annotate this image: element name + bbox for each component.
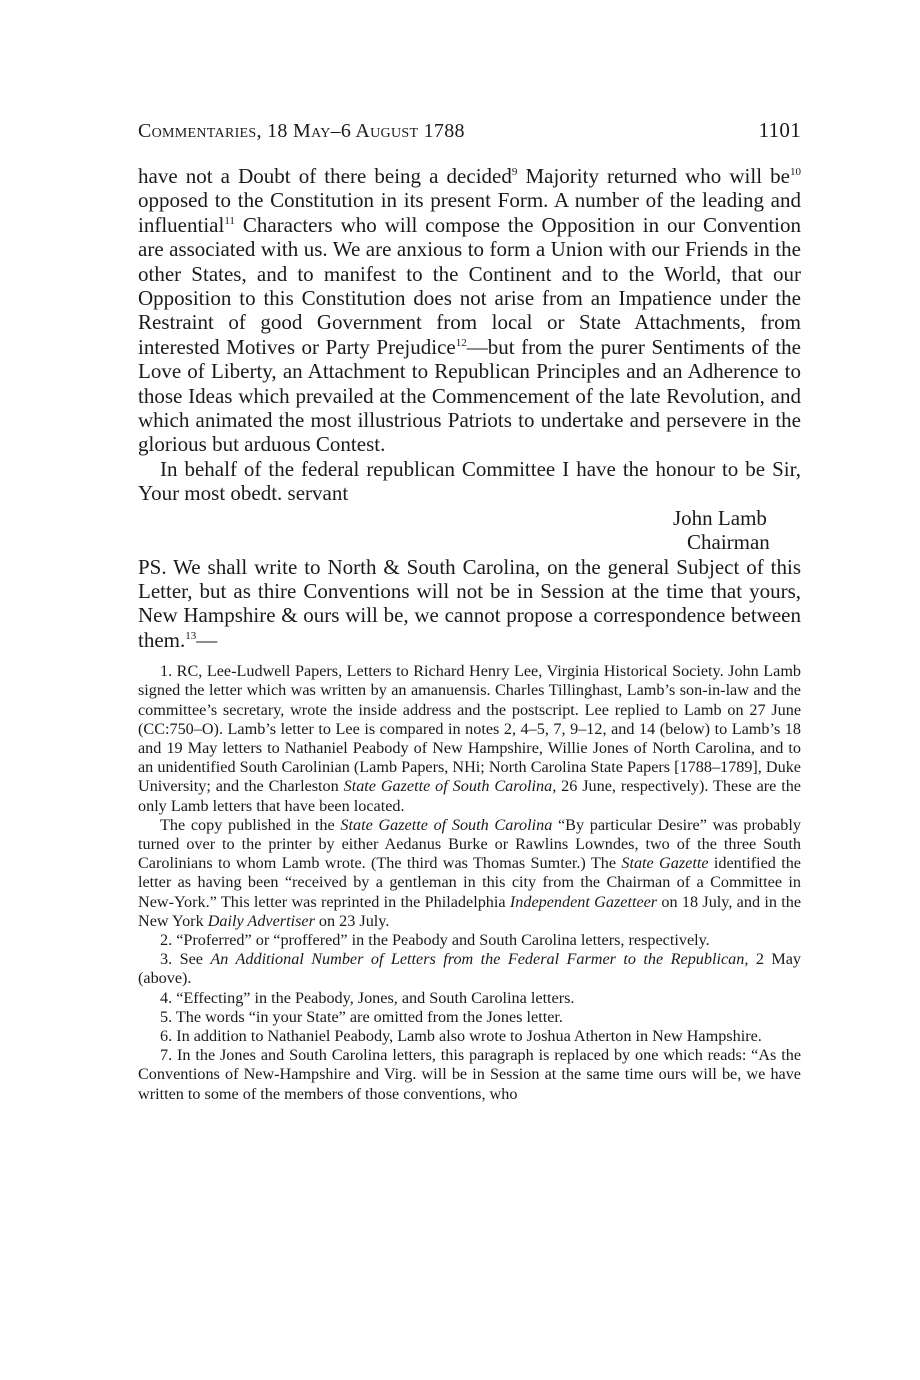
- letter-paragraph-2: In behalf of the federal republican Committee I have the honour to be Sir, Your most obedt. servant: [138, 456, 801, 506]
- text-run: 1. RC, Lee-Ludwell Papers, Letters to Richard Henry Lee, Virginia Historical Society. John Lamb signed the letter which was written by an amanuensis. Charles Tillinghast, Lamb’s son-in-law and the committee’s secretary, wrote the inside address and the postscript. Lee replied to Lamb on 27 June (CC:750–O). Lamb’s letter to Lee is compared in notes 2, 4–5, 7, 9–12, and 14 (below) to Lamb’s 18 and 19 May letters to Nathaniel Peabody of New Hampshire, Willie Jones of North Carolina, and to an unidentified South Carolinian (Lamb Papers, NHi; North Carolina State Papers [1788–1789], Duke University; and the Charleston: [138, 662, 801, 796]
- text-run: opposed to the Constitution in its present Form. A number of the leading and influential: [138, 188, 801, 237]
- footnote-7: 7. In the Jones and South Carolina letters, this paragraph is replaced by one which reads: “As the Conventions of New-Hampshire and Virg. will be in Session at the same time ours will be, we have written to some of the members of those conventions, who: [138, 1046, 801, 1103]
- footnote-5: 5. The words “in your State” are omitted from the Jones letter.: [160, 1007, 563, 1026]
- footnote-ref-11: 11: [224, 214, 235, 227]
- signature-block: [673, 506, 801, 555]
- footnotes: [138, 662, 801, 1104]
- postscript-paragraph: [138, 555, 801, 653]
- page-number: 1101: [758, 118, 801, 142]
- running-head-title: Commentaries, 18 May–6 August 1788: [138, 120, 465, 142]
- footnote-ref-9: 9: [511, 166, 518, 178]
- italic-title: Daily Advertiser: [207, 911, 315, 930]
- footnote-ref-13: 13: [185, 629, 197, 642]
- letter-body: [138, 164, 801, 506]
- italic-title: State Gazette of South Carolina: [340, 815, 553, 834]
- italic-title: State Gazette: [621, 854, 709, 873]
- italic-title: An Additional Number of Letters from the Federal Farmer to the Republican,: [210, 950, 749, 969]
- text-run: —but from the purer Sentiments of the Love of Liberty, an Attachment to Republican Principles and an Adherence to those Ideas which prevailed at the Commencement of the late Revolution, and which animated the most illustrious Patriots to undertake and persevere in the glorious but arduous Contest.: [138, 334, 801, 457]
- text-run: 26 June, respectively). These are the only Lamb letters that have been located.: [138, 777, 801, 815]
- text-run: Characters who will compose the Opposition in our Convention are associated with us. We are anxious to form a Union with our Friends in the other States, and to manifest to the Continent and to the World, that our Opposition to this Constitution does not arise from an Impatience under the Restraint of good Government from local or State Attachments, from interested Motives or Party Prejudice: [138, 212, 801, 359]
- text-run: 2 May (above).: [138, 950, 802, 988]
- signature-role: Chairman: [687, 530, 770, 555]
- text-run: have not a Doubt of there being a decided: [138, 164, 512, 188]
- footnote-2: 2. “Proferred” or “proffered” in the Peabody and South Carolina letters, respectively.: [160, 930, 710, 949]
- footnote-ref-10: 10: [789, 166, 801, 178]
- postscript: [138, 555, 801, 653]
- italic-title: Independent Gazetteer: [509, 892, 658, 911]
- footnote-3: [138, 950, 801, 988]
- text-run: PS. We shall write to North & South Carolina, on the general Subject of this Letter, but as thire Conventions will not be in Session at the time that yours, New Hampshire & ours will be, we cannot propose a correspondence between them.: [138, 554, 801, 652]
- document-page: [138, 118, 801, 1104]
- text-run: The copy published in the: [160, 815, 341, 834]
- text-run: 3. See: [160, 950, 211, 969]
- italic-title: State Gazette of South Carolina,: [343, 777, 557, 796]
- text-run: —: [196, 627, 218, 652]
- footnote-4: 4. “Effecting” in the Peabody, Jones, and South Carolina letters.: [160, 988, 575, 1007]
- footnote-1: [138, 662, 801, 816]
- text-run: “By particular Desire” was probably turned over to the printer by either Aedanus Burke or Rawlins Lowndes, two of the three South Carolinians to whom Lamb wrote. (The third was Thomas Sumter.) The: [138, 815, 801, 873]
- text-run: identified the letter as having been “received by a gentleman in this city from the Chairman of a Committee in New-York.” This letter was reprinted in the Philadelphia: [138, 854, 801, 911]
- text-run: Majority returned who will be: [517, 164, 790, 188]
- footnote-1-continued: [138, 816, 801, 931]
- footnote-6: 6. In addition to Nathaniel Peabody, Lamb also wrote to Joshua Atherton in New Hampshire.: [160, 1026, 762, 1045]
- footnote-ref-12: 12: [455, 336, 467, 349]
- text-run: on 23 July.: [314, 911, 390, 930]
- letter-paragraph-1: [138, 164, 801, 457]
- running-head: [138, 118, 801, 164]
- signature-name: John Lamb: [673, 505, 767, 530]
- text-run: on 18 July, and in the New York: [138, 892, 802, 930]
